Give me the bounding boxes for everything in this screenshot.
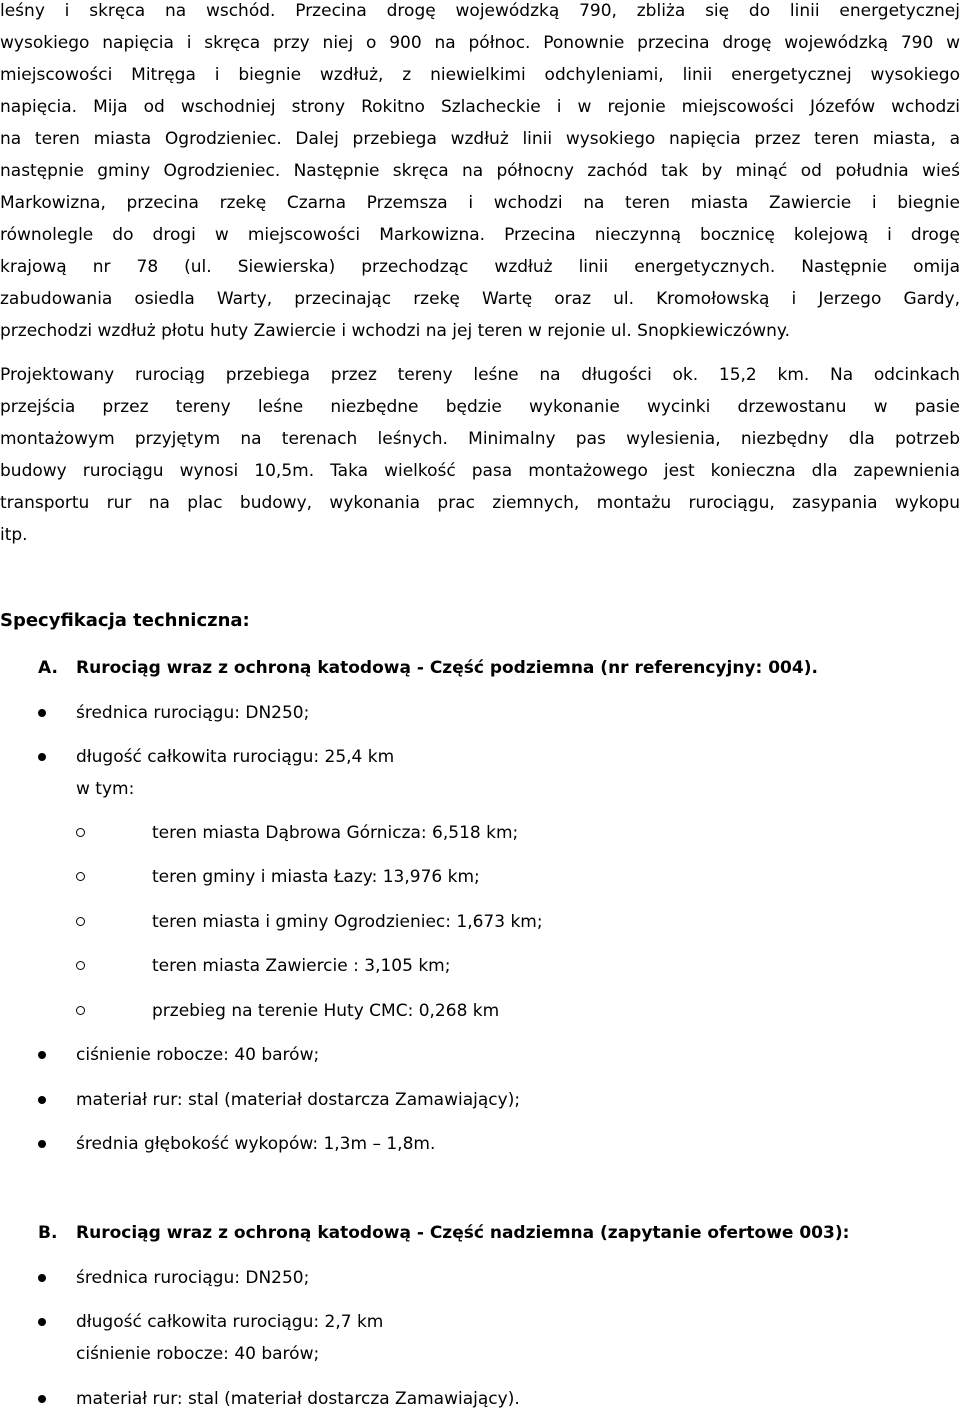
section-b-title: Rurociąg wraz z ochroną katodową - Część nadziemna (zapytanie ofertowe 003): xyxy=(76,1223,850,1243)
paragraph-line: napięcia. Mija od wschodniej strony Rokitno Szlacheckie i w rejonie miejscowości Józefów wchodzi xyxy=(0,97,960,117)
section-b-letter: B. xyxy=(38,1223,58,1243)
bullet-icon xyxy=(38,1051,46,1059)
subitem: przebieg na terenie Huty CMC: 0,268 km xyxy=(152,1001,500,1021)
length-item: długość całkowita rurociągu: 25,4 km xyxy=(76,747,395,767)
circle-bullet-icon xyxy=(76,917,85,926)
bullet-icon xyxy=(38,1395,46,1403)
paragraph-line: Markowizna, przecina rzekę Czarna Przemsza i wchodzi na teren miasta Zawiercie i biegnie xyxy=(0,193,960,213)
paragraph-line: równolegle do drogi w miejscowości Markowizna. Przecina nieczynną bocznicę kolejową i drogę xyxy=(0,225,960,245)
subitem: teren miasta i gminy Ogrodzieniec: 1,673 km; xyxy=(152,912,543,932)
subitem: teren miasta Dąbrowa Górnicza: 6,518 km; xyxy=(152,823,519,843)
circle-bullet-icon xyxy=(76,961,85,970)
pressure-item: ciśnienie robocze: 40 barów; xyxy=(76,1045,320,1065)
material-item: materiał rur: stal (materiał dostarcza Zamawiający); xyxy=(76,1090,521,1110)
paragraph-line: leśny i skręca na wschód. Przecina drogę wojewódzką 790, zbliża się do linii energetycznej xyxy=(0,1,960,21)
subitem: teren miasta Zawiercie : 3,105 km; xyxy=(152,956,451,976)
paragraph-line: przechodzi wzdłuż płotu huty Zawiercie i wchodzi na jej teren w rejonie ul. Snopkiewiczówny. xyxy=(0,321,790,341)
paragraph-line: następnie gminy Ogrodzieniec. Następnie skręca na północny zachód tak by minąć od południa wieś xyxy=(0,161,960,181)
paragraph-line: budowy rurociągu wynosi 10,5m. Taka wielkość pasa montażowego jest konieczna dla zapewnienia xyxy=(0,461,960,481)
paragraph-line: na teren miasta Ogrodzieniec. Dalej przebiega wzdłuż linii wysokiego napięcia przez teren miasta, a xyxy=(0,129,960,149)
bullet-icon xyxy=(38,1318,46,1326)
bullet-icon xyxy=(38,753,46,761)
section-a-letter: A. xyxy=(38,658,58,678)
material-item: materiał rur: stal (materiał dostarcza Zamawiający). xyxy=(76,1389,520,1409)
paragraph-line: montażowym przyjętym na terenach leśnych. Minimalny pas wylesienia, niezbędny dla potrzeb xyxy=(0,429,960,449)
diameter-item: średnica rurociągu: DN250; xyxy=(76,703,310,723)
paragraph-line: przejścia przez tereny leśne niezbędne będzie wykonanie wycinki drzewostanu w pasie xyxy=(0,397,960,417)
paragraph-line: wysokiego napięcia i skręca przy niej o 900 na północ. Ponownie przecina drogę wojewódzką 790 w xyxy=(0,33,960,53)
paragraph-line: krajową nr 78 (ul. Siewierska) przechodząc wzdłuż linii energetycznych. Następnie omija xyxy=(0,257,960,277)
circle-bullet-icon xyxy=(76,1006,85,1015)
section-a-title: Rurociąg wraz z ochroną katodową - Część podziemna (nr referencyjny: 004). xyxy=(76,658,818,678)
pressure-item: ciśnienie robocze: 40 barów; xyxy=(76,1344,320,1364)
length-item: długość całkowita rurociągu: 2,7 km xyxy=(76,1312,384,1332)
bullet-icon xyxy=(38,1274,46,1282)
paragraph-line: Projektowany rurociąg przebiega przez tereny leśne na długości ok. 15,2 km. Na odcinkach xyxy=(0,365,960,385)
paragraph-line: zabudowania osiedla Warty, przecinając rzekę Wartę oraz ul. Kromołowską i Jerzego Gardy, xyxy=(0,289,960,309)
circle-bullet-icon xyxy=(76,828,85,837)
including-label: w tym: xyxy=(76,779,135,799)
bullet-icon xyxy=(38,1096,46,1104)
bullet-icon xyxy=(38,1140,46,1148)
diameter-item: średnica rurociągu: DN250; xyxy=(76,1268,310,1288)
circle-bullet-icon xyxy=(76,872,85,881)
paragraph-line: transportu rur na plac budowy, wykonania prac ziemnych, montażu rurociągu, zasypania wykopu xyxy=(0,493,960,513)
paragraph-line: miejscowości Mitręga i biegnie wzdłuż, z niewielkimi odchyleniami, linii energetycznej wysokiego xyxy=(0,65,960,85)
paragraph-line: itp. xyxy=(0,525,28,545)
subitem: teren gminy i miasta Łazy: 13,976 km; xyxy=(152,867,480,887)
depth-item: średnia głębokość wykopów: 1,3m – 1,8m. xyxy=(76,1134,436,1154)
bullet-icon xyxy=(38,709,46,717)
spec-heading: Specyfikacja techniczna: xyxy=(0,610,250,631)
